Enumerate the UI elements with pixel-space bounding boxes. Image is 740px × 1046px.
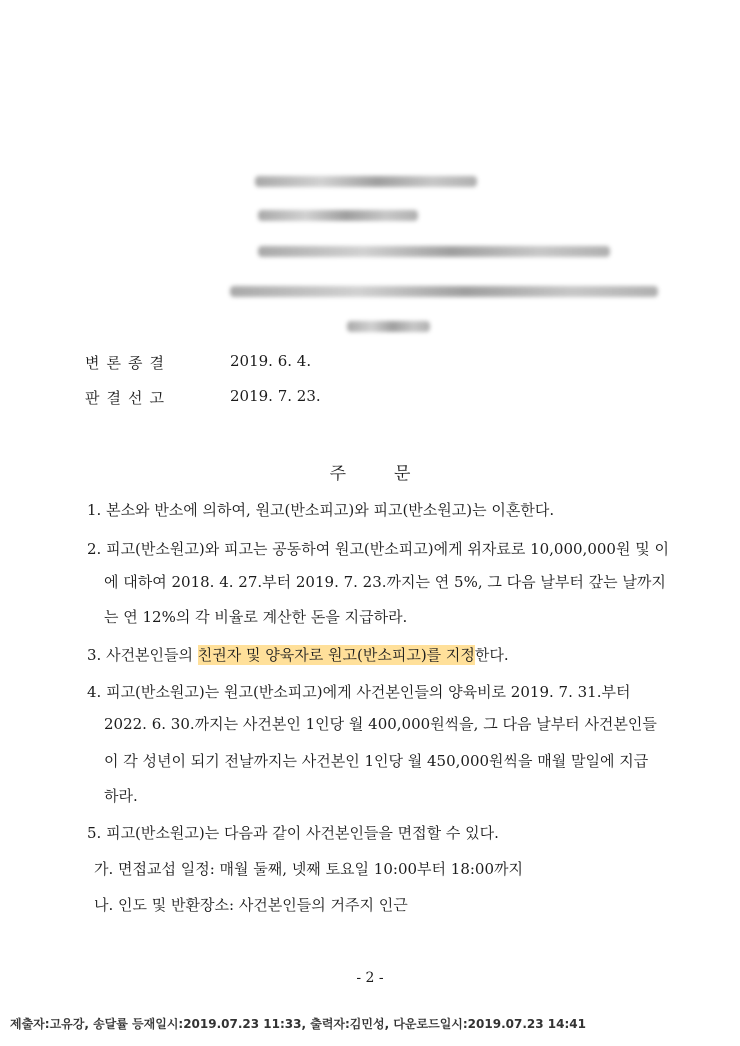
download-footer: 제출자:고유강, 송달률 등재일시:2019.07.23 11:33, 출력자:김민성, 다운로드일시:2019.07.23 14:41 (10, 1017, 586, 1031)
verdict-date: 2019. 7. 23. (230, 387, 321, 405)
redacted-line-4 (230, 286, 658, 297)
order-line-4b: 2022. 6. 30.까지는 사건본인 1인당 월 400,000원씩을, 그 다음 날부터 사건본인들 (104, 715, 657, 733)
order-line-3 (87, 644, 509, 665)
order-line-2a: 2. 피고(반소원고)와 피고는 공동하여 원고(반소피고)에게 위자료로 10,000,000원 및 이 (87, 540, 669, 558)
order-line-5b: 나. 인도 및 반환장소: 사건본인들의 거주지 인근 (94, 896, 408, 914)
redacted-line-5 (347, 321, 430, 332)
order-line-5a: 가. 면접교섭 일정: 매월 둘째, 넷째 토요일 10:00부터 18:00까지 (94, 860, 523, 878)
order-line-4d: 하라. (104, 787, 138, 805)
order-line-1: 1. 본소와 반소에 의하여, 원고(반소피고)와 피고(반소원고)는 이혼한다. (87, 501, 555, 519)
redacted-line-2 (258, 210, 418, 221)
order-line-4a: 4. 피고(반소원고)는 원고(반소피고)에게 사건본인들의 양육비로 2019. 7. 31.부터 (87, 683, 631, 701)
order-line-5: 5. 피고(반소원고)는 다음과 같이 사건본인들을 면접할 수 있다. (87, 824, 499, 842)
order-title: 주문 (329, 464, 459, 484)
order-line-2b: 에 대하여 2018. 4. 27.부터 2019. 7. 23.까지는 연 5%, 그 다음 날부터 갚는 날까지 (104, 573, 666, 591)
redacted-line-1 (255, 176, 477, 187)
closing-label: 변론종결 (85, 354, 171, 372)
order-line-3-prefix: 3. 사건본인들의 (87, 646, 198, 664)
redacted-line-3 (258, 246, 610, 257)
order-line-3-suffix: 한다. (474, 646, 509, 664)
order-line-3-highlight: 친권자 및 양육자로 원고(반소피고)를 지정 (197, 646, 475, 664)
page-number: - 2 - (356, 970, 384, 986)
verdict-label: 판결선고 (85, 389, 171, 407)
closing-date: 2019. 6. 4. (230, 352, 312, 370)
order-line-2c: 는 연 12%의 각 비율로 계산한 돈을 지급하라. (104, 608, 408, 626)
order-line-4c: 이 각 성년이 되기 전날까지는 사건본인 1인당 월 450,000원씩을 매월 말일에 지급 (104, 752, 649, 770)
